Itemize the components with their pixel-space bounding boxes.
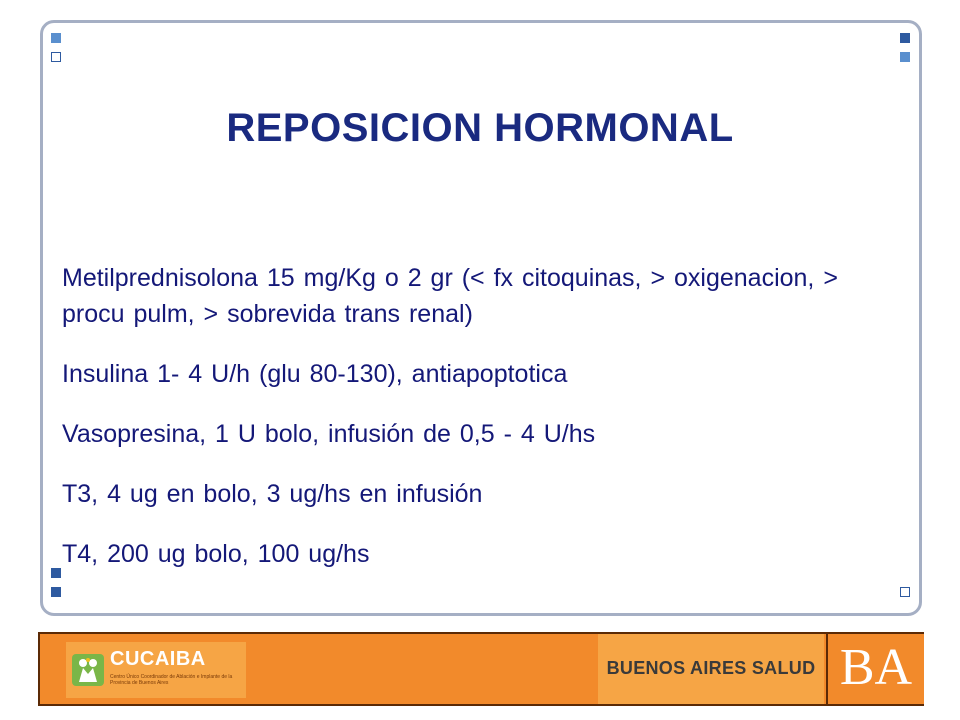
cucaiba-logo xyxy=(66,642,246,698)
list-item: Insulina 1- 4 U/h (glu 80-130), antiapoptotica xyxy=(62,360,568,388)
corner-square-icon xyxy=(900,587,910,597)
list-item: T3, 4 ug en bolo, 3 ug/hs en infusión xyxy=(62,480,483,508)
cucaiba-logo-icon xyxy=(70,652,106,688)
slide-body xyxy=(62,260,882,596)
corner-square-icon xyxy=(900,52,910,62)
list-item: T4, 200 ug bolo, 100 ug/hs xyxy=(62,540,370,568)
footer-banner xyxy=(38,632,924,706)
region-label: BUENOS AIRES SALUD xyxy=(606,658,816,678)
logo-subtitle: Centro Único Coordinador de Ablación e Implante de la Provincia de Buenos Aires xyxy=(110,674,233,686)
ba-logo xyxy=(826,634,924,704)
corner-square-icon xyxy=(51,52,61,62)
region-box xyxy=(598,634,824,704)
ba-mark: BA xyxy=(839,639,913,696)
corner-square-icon xyxy=(900,33,910,43)
slide-title: REPOSICION HORMONAL xyxy=(226,106,734,150)
logo-name: CUCAIBA xyxy=(110,648,206,670)
corner-square-icon xyxy=(51,587,61,597)
list-item: Metilprednisolona 15 mg/Kg o 2 gr (< fx citoquinas, > oxigenacion, > procu pulm, > sobrevida trans renal) xyxy=(62,264,838,328)
corner-square-icon xyxy=(51,568,61,578)
corner-square-icon xyxy=(51,33,61,43)
list-item: Vasopresina, 1 U bolo, infusión de 0,5 - 4 U/hs xyxy=(62,420,596,448)
